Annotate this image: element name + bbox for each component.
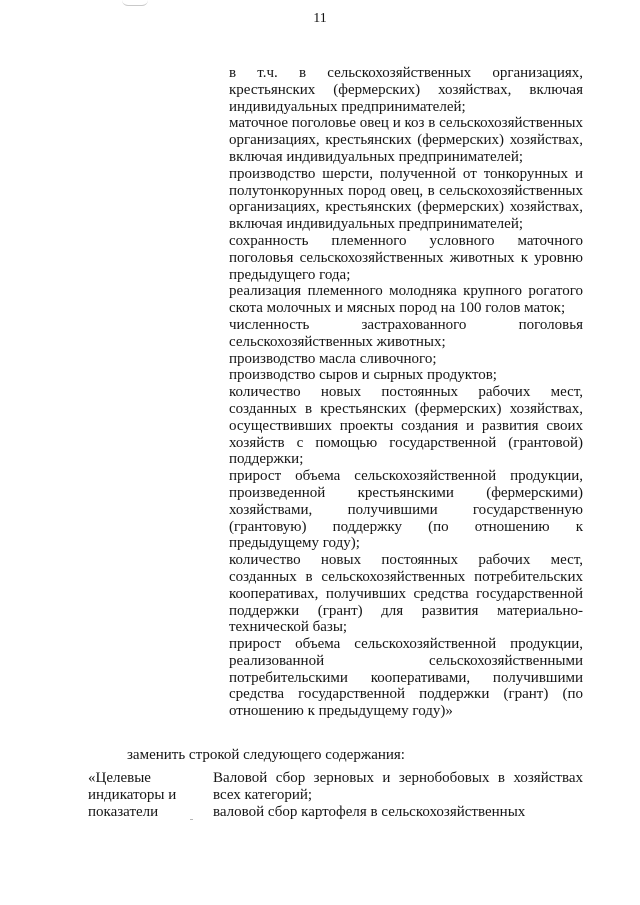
list-item: производство масла сливочного;: [229, 350, 437, 367]
indicator-list: [229, 65, 583, 720]
list-item: количество новых постоянных рабочих мест, созданных в крестьянских (фермерских) хозяйствах, осуществивших проекты создания и развития своих хозяйств с помощью государственной (грантовой) поддержки;: [229, 384, 583, 468]
list-item: производство сыров и сырных продуктов;: [229, 367, 497, 384]
list-item: прирост объема сельскохозяйственной продукции, реализованной сельскохозяйственными потребительскими кооперативами, получившими средства государственной поддержки (грант) (по отношению к предыдущему году)»: [229, 636, 583, 720]
list-item: реализация племенного молодняка крупного рогатого скота молочных и мясных пород на 100 голов маток;: [229, 283, 583, 317]
row-label-line: показатели: [88, 804, 159, 820]
list-item: в т.ч. в сельскохозяйственных организациях, крестьянских (фермерских) хозяйствах, включая индивидуальных предпринимателей;: [229, 65, 583, 115]
row-label: [88, 770, 198, 821]
row-value: [213, 770, 583, 821]
replacement-intro: заменить строкой следующего содержания:: [127, 747, 405, 763]
scan-speck: [190, 819, 193, 820]
list-item: производство шерсти, полученной от тонкорунных и полутонкорунных пород овец, в сельскохозяйственных организациях, крестьянских (фермерских) хозяйствах, включая индивидуальных предпринимателей;: [229, 165, 583, 233]
list-item: численность застрахованного поголовья сельскохозяйственных животных;: [229, 316, 583, 350]
scan-artifact: [122, 0, 148, 6]
page-number: 11: [313, 11, 327, 26]
row-value-line: валовой сбор картофеля в сельскохозяйственных: [213, 804, 526, 820]
list-item: сохранность племенного условного маточного поголовья сельскохозяйственных животных к уровню предыдущего года;: [229, 232, 583, 283]
list-item: прирост объема сельскохозяйственной продукции, произведенной крестьянскими (фермерскими) хозяйствами, получившими государственную (грантовую) поддержку (по отношению к предыдущему году);: [229, 468, 583, 552]
list-item: количество новых постоянных рабочих мест, созданных в сельскохозяйственных потребительских кооперативах, получивших средства государственной поддержки (грант) для развития материально-технической базы;: [229, 552, 583, 636]
row-label-line: «Целевые: [88, 770, 151, 786]
row-value-line: Валовой сбор зерновых и зернобобовых в хозяйствах всех категорий;: [213, 770, 583, 803]
list-item: маточное поголовье овец и коз в сельскохозяйственных организациях, крестьянских (фермерских) хозяйствах, включая индивидуальных предпринимателей;: [229, 115, 583, 165]
row-label-line: индикаторы и: [88, 787, 177, 803]
